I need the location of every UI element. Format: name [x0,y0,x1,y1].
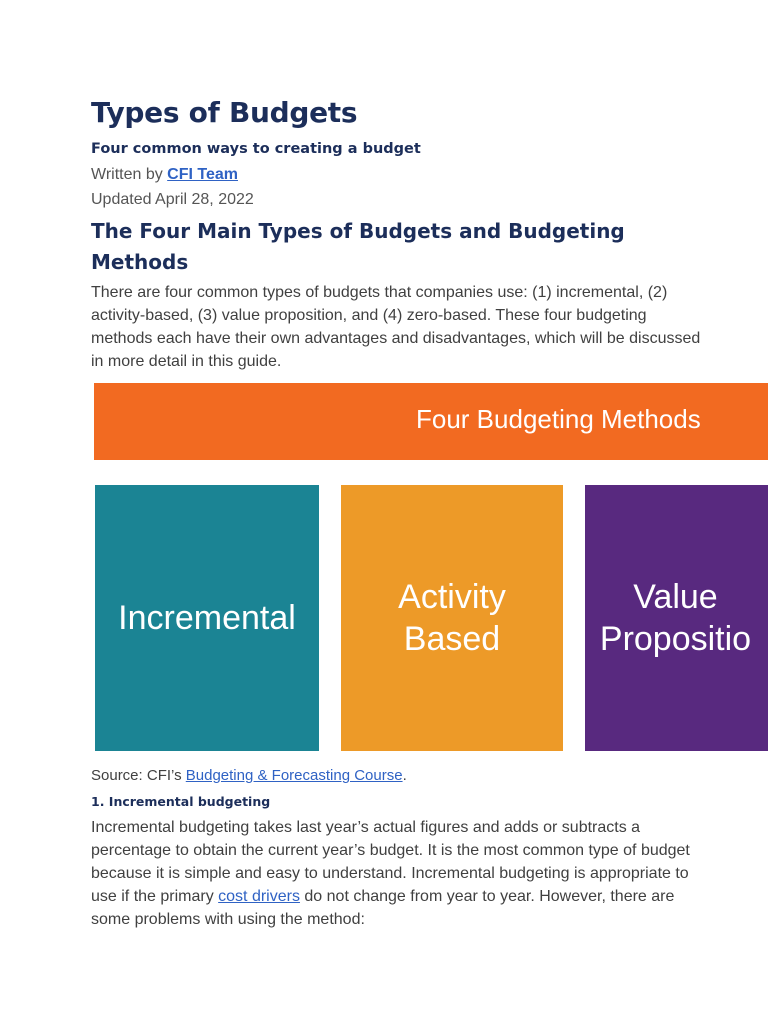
image-source [91,767,407,784]
method-box-incremental [95,485,319,751]
author-link[interactable]: CFI Team [167,166,238,183]
incremental-heading: 1. Incremental budgeting [91,794,271,809]
method-label-value-proposition: Value Propositio [599,578,752,658]
intro-paragraph: There are four common types of budgets that companies use: (1) incremental, (2) activity-based, (3) value proposition, and (4) zero-based. These four budgeting methods each have their own advantages and disadvantages, which will be discussed in more detail in this guide. [91,284,701,370]
updated-date: Updated April 28, 2022 [91,191,254,208]
incremental-text-2: do not change from year to year. However, there are some problems with using the method: [91,888,675,928]
budgeting-methods-graphic [0,383,768,755]
method-box-value-proposition [585,485,768,751]
method-label-activity-based: Activity Based [398,578,506,658]
incremental-paragraph [91,816,691,931]
source-prefix: Source: CFI’s [91,767,186,784]
incremental-text-1: Incremental budgeting takes last year’s actual figures and adds or subtracts a percentage to obtain the current year’s budget. It is the most common type of budget because it is simple and easy to understand. Incremental budgeting is appropriate to use if the primary [91,819,690,905]
written-by-label: Written by [91,166,168,183]
course-link[interactable]: Budgeting & Forecasting Course [185,767,403,784]
page-subtitle: Four common ways to creating a budget [91,141,421,157]
section-heading: The Four Main Types of Budgets and Budgeting Methods [91,219,625,274]
banner-title: Four Budgeting Methods [416,404,701,434]
author-line [91,166,238,184]
source-suffix: . [402,767,407,784]
method-box-activity-based [341,485,563,751]
page-title: Types of Budgets [91,96,358,129]
method-label-incremental: Incremental [118,599,296,637]
graphic-banner [94,383,768,460]
cost-drivers-link[interactable]: cost drivers [218,888,300,905]
